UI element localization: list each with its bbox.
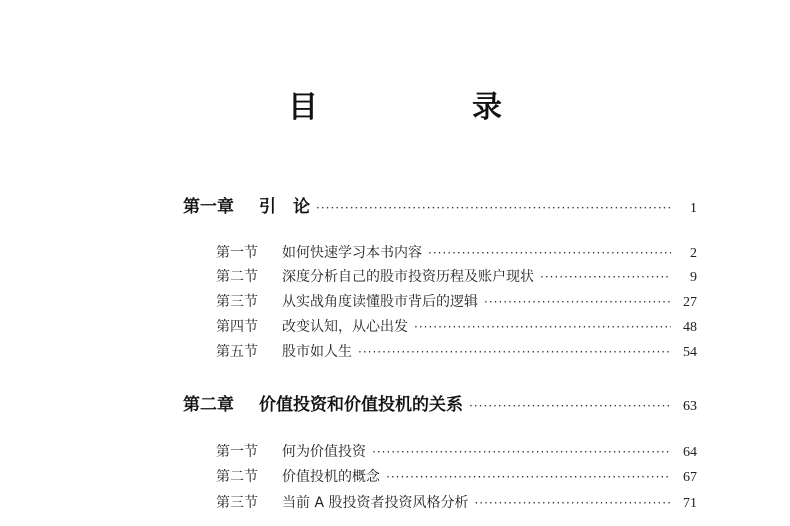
toc-section[interactable] (216, 466, 697, 488)
toc-section[interactable] (216, 341, 697, 363)
toc-section[interactable] (216, 242, 697, 264)
dot-leader (414, 316, 671, 338)
dot-leader (386, 466, 671, 488)
chapter-number: 第一章 (183, 197, 234, 217)
section-number: 第一节 (216, 245, 258, 261)
page-number: 2 (690, 246, 697, 261)
page-number: 67 (683, 470, 697, 485)
dot-leader (372, 441, 671, 463)
page-number: 1 (690, 201, 697, 216)
dot-leader (469, 394, 671, 418)
chapter-number: 第二章 (183, 395, 234, 415)
section-number: 第三节 (216, 294, 258, 310)
toc-section[interactable] (216, 291, 697, 313)
dot-leader (474, 492, 671, 514)
section-title: 价值投机的概念 (282, 469, 380, 485)
chapter-title: 引 论 (259, 197, 310, 217)
toc-section[interactable] (216, 266, 697, 288)
toc-section[interactable] (216, 441, 697, 463)
dot-leader (540, 266, 671, 288)
page-number: 63 (683, 399, 697, 414)
section-title: 当前 A 股投资者投资风格分析 (282, 495, 469, 511)
section-number: 第三节 (216, 495, 258, 511)
dot-leader (316, 196, 671, 220)
toc-chapter-2[interactable] (183, 393, 697, 417)
section-title: 何为价值投资 (282, 444, 366, 460)
page-number: 27 (683, 295, 697, 310)
toc-section[interactable] (216, 492, 697, 514)
section-number: 第二节 (216, 469, 258, 485)
section-title: 改变认知，从心出发 (282, 319, 408, 335)
toc-chapter-1[interactable] (183, 195, 697, 219)
toc-section[interactable] (216, 316, 697, 338)
section-number: 第四节 (216, 319, 258, 335)
section-number: 第一节 (216, 444, 258, 460)
page-number: 71 (683, 496, 697, 511)
page-title: 目 录 (288, 90, 564, 125)
page-number: 9 (690, 270, 697, 285)
page-number: 48 (683, 320, 697, 335)
section-title: 深度分析自己的股市投资历程及账户现状 (282, 269, 534, 285)
section-title: 如何快速学习本书内容 (282, 245, 422, 261)
dot-leader (484, 291, 671, 313)
dot-leader (358, 341, 671, 363)
section-number: 第二节 (216, 269, 258, 285)
section-number: 第五节 (216, 344, 258, 360)
page-number: 64 (683, 445, 697, 460)
chapter-title: 价值投资和价值投机的关系 (259, 395, 463, 415)
dot-leader (428, 242, 671, 264)
section-title: 从实战角度读懂股市背后的逻辑 (282, 294, 478, 310)
page-number: 54 (683, 345, 697, 360)
section-title: 股市如人生 (282, 344, 352, 360)
